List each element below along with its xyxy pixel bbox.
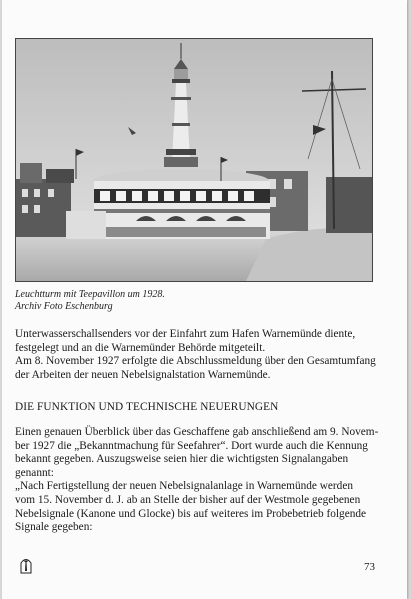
text-line: festgelegt und an die Warnemünder Behörde mitgeteilt.: [15, 341, 266, 354]
caption-line: Leuchtturm mit Teepavillon um 1928.: [15, 289, 165, 300]
text-line: „Nach Fertigstellung der neuen Nebelsignalanlage in Warnemünde werden: [15, 480, 353, 493]
text-line: Unterwasserschallsenders vor der Einfahrt zum Hafen Warnemünde diente,: [15, 328, 356, 340]
text-line: bekannt gegeben. Auszugsweise seien hier die wichtigsten Signalangaben: [15, 453, 349, 466]
paragraph: [15, 426, 387, 535]
page-number: 73: [364, 561, 375, 573]
text-line: ber 1927 die „Bekanntmachung für Seefahrer“. Dort wurde auch die Kennung: [15, 439, 368, 452]
document-page: [2, 0, 407, 599]
text-line: genannt:: [15, 466, 54, 479]
lighthouse-photo: [15, 38, 373, 282]
text-line: Am 8. November 1927 erfolgte die Abschlussmeldung über den Gesamtumfang: [15, 355, 376, 368]
text-line: der Arbeiten der neuen Nebelsignalstation Warnemünde.: [15, 368, 271, 381]
text-line: Einen genauen Überblick über das Geschaffene gab anschließend am 9. Novem-: [15, 426, 379, 438]
lighthouse-emblem-icon: [19, 556, 33, 574]
photo-caption: [15, 289, 385, 313]
section-heading: DIE FUNKTION UND TECHNISCHE NEUERUNGEN: [15, 401, 279, 413]
paragraph: [15, 328, 387, 382]
text-line: Signale gegeben:: [15, 521, 93, 534]
caption-line: Archiv Foto Eschenburg: [15, 301, 113, 312]
text-line: Nebelsignale (Kanone und Glocke) bis auf weiteres im Probebetrieb folgende: [15, 507, 367, 520]
text-line: vom 15. November d. J. ab an Stelle der bisher auf der Westmole gegebenen: [15, 493, 361, 506]
